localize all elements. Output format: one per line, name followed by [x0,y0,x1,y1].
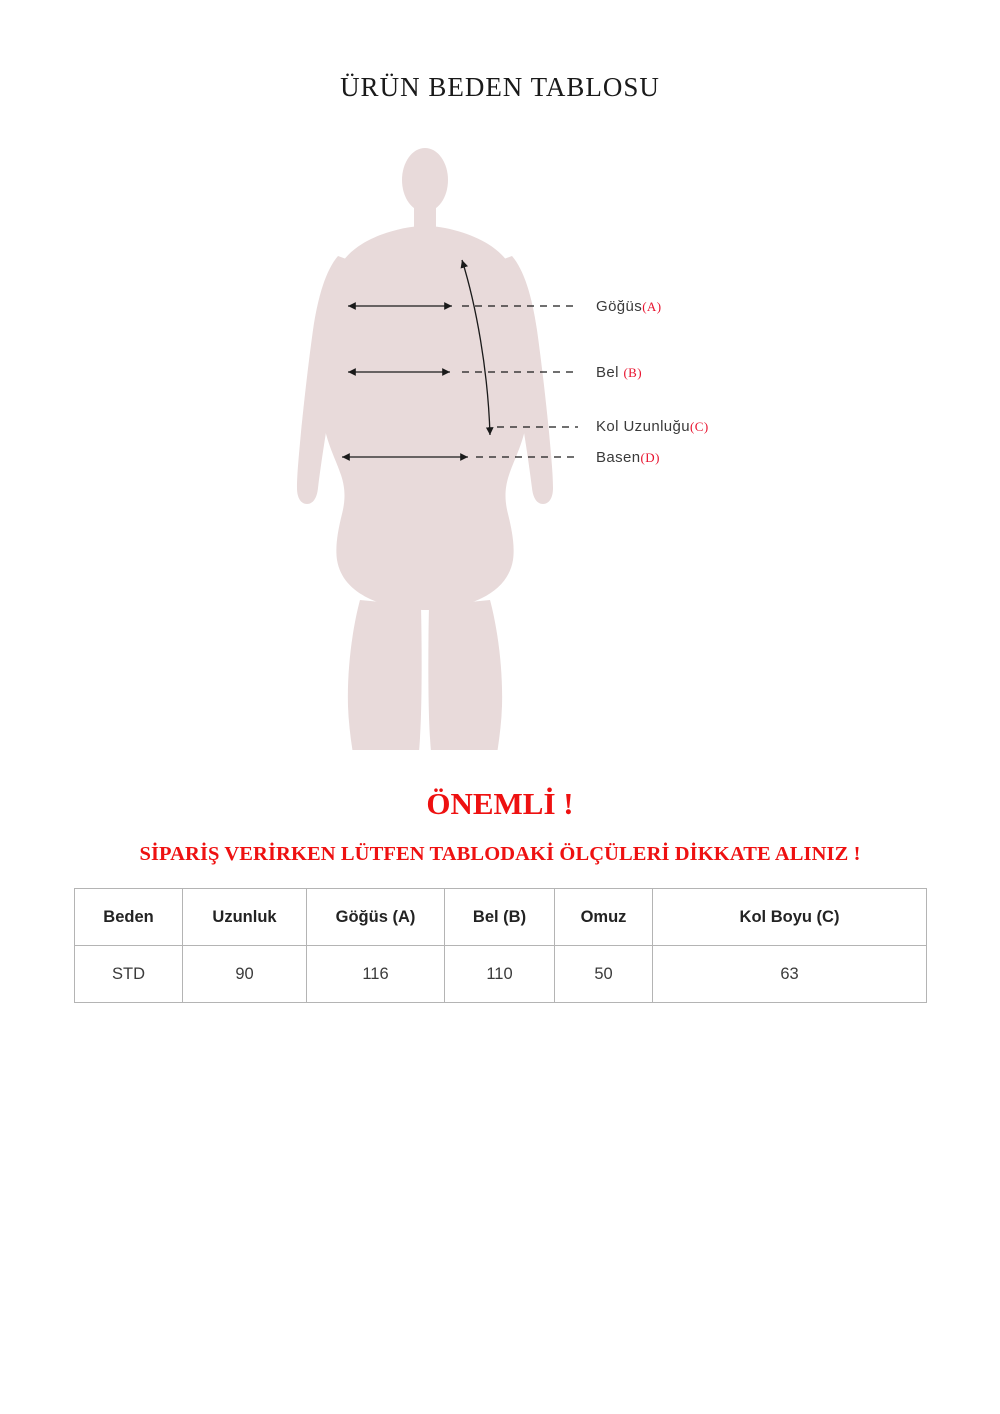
cell-uzunluk: 90 [183,946,307,1003]
col-header-beden: Beden [75,889,183,946]
label-gogus-text: Göğüs [596,298,643,315]
label-basen-text: Basen [596,449,641,466]
body-silhouette-svg [0,130,1000,750]
label-kol-uzunlugu-text: Kol Uzunluğu [596,418,691,435]
cell-bel: 110 [445,946,555,1003]
notice-headline: ÖNEMLİ ! [426,786,574,821]
label-bel-text: Bel [596,364,624,381]
cell-omuz: 50 [555,946,653,1003]
notice-subline: SİPARİŞ VERİRKEN LÜTFEN TABLODAKİ ÖLÇÜLERİ DİKKATE ALINIZ ! [139,843,861,865]
label-kol-uzunlugu [596,418,709,435]
label-bel-code: (B) [623,365,642,380]
col-header-omuz: Omuz [555,889,653,946]
female-body-silhouette [297,148,553,750]
label-basen [596,449,660,466]
label-kol-uzunlugu-code: (C) [690,419,709,434]
body-diagram [0,130,1000,750]
label-gogus [596,298,661,315]
table-row [75,946,927,1003]
col-header-uzunluk: Uzunluk [183,889,307,946]
col-header-bel: Bel (B) [445,889,555,946]
size-table [74,888,927,1003]
label-bel [596,364,642,381]
page-title: ÜRÜN BEDEN TABLOSU [340,72,660,102]
cell-gogus: 116 [307,946,445,1003]
label-gogus-code: (A) [642,299,662,314]
col-header-kol-boyu: Kol Boyu (C) [653,889,927,946]
cell-kol-boyu: 63 [653,946,927,1003]
cell-beden: STD [75,946,183,1003]
table-header-row [75,889,927,946]
col-header-gogus: Göğüs (A) [307,889,445,946]
label-basen-code: (D) [640,450,660,465]
